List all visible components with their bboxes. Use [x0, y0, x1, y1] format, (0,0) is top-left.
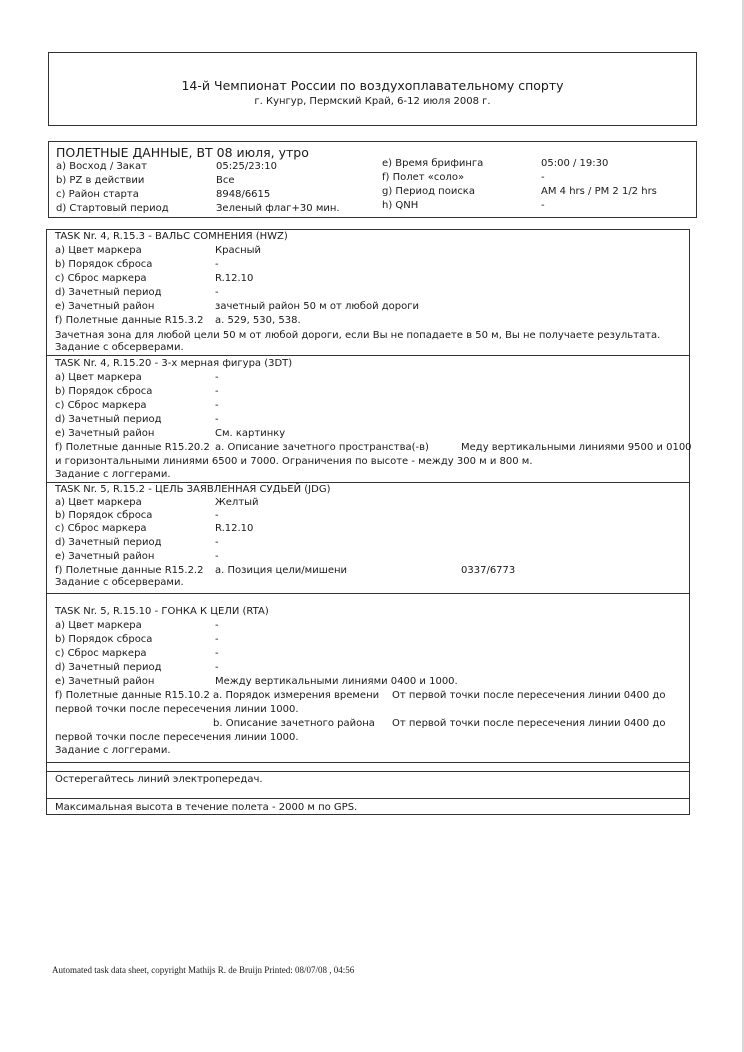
task-footer: Задание с обсерверами.: [55, 577, 184, 588]
flight-right-value: AM 4 hrs / PM 2 1/2 hrs: [541, 186, 657, 197]
task-row-value: -: [215, 414, 219, 425]
flight-right-value: 05:00 / 19:30: [541, 158, 609, 169]
task-row-value: Красный: [215, 245, 262, 256]
task-sub-label: b. Описание зачетного района: [213, 718, 375, 729]
task-row-label: e) Зачетный район: [55, 676, 155, 687]
task-note: и горизонтальными линиями 6500 и 7000. Ограничения по высоте - между 300 м и 800 м.: [55, 456, 533, 467]
flight-right-label: h) QNH: [382, 200, 419, 211]
page-footer: Automated task data sheet, copyright Mathijs R. de Bruijn Printed: 08/07/08 , 04:56: [52, 965, 355, 975]
task-row-label: c) Сброс маркера: [55, 648, 147, 659]
flight-left-label: a) Восход / Закат: [56, 161, 147, 172]
flight-left-value: Зеленый флаг+30 мин.: [216, 203, 340, 214]
divider: [46, 355, 690, 356]
task-row-label: b) Порядок сброса: [55, 510, 153, 521]
task-title: TASK Nr. 5, R.15.2 - ЦЕЛЬ ЗАЯВЛЕННАЯ СУДЬЕЙ (JDG): [55, 484, 331, 495]
task-row-label: d) Зачетный период: [55, 537, 162, 548]
flight-right-label: f) Полет «соло»: [382, 172, 465, 183]
max-height-text: Максимальная высота в течение полета - 2000 м по GPS.: [55, 802, 358, 813]
task-row-label: a) Цвет маркера: [55, 372, 142, 383]
flight-right-value: -: [541, 200, 545, 211]
task-row-label: a) Цвет маркера: [55, 497, 142, 508]
task-row-label: a) Цвет маркера: [55, 245, 142, 256]
task-row-label: c) Сброс маркера: [55, 523, 147, 534]
task-row-label: f) Полетные данные R15.3.2: [55, 315, 204, 326]
task-note: Зачетная зона для любой цели 50 м от любой дороги, если Вы не попадаете в 50 м, Вы не получаете результата.: [55, 330, 661, 341]
task-title: TASK Nr. 5, R.15.10 - ГОНКА К ЦЕЛИ (RTA): [55, 606, 269, 617]
task-row-label: e) Зачетный район: [55, 551, 155, 562]
task-continuation: первой точки после пересечения линии 1000.: [55, 732, 299, 743]
task-continuation: первой точки после пересечения линии 1000.: [55, 704, 299, 715]
task-row-value: См. картинку: [215, 428, 286, 439]
task-row-value: R.12.10: [215, 523, 254, 534]
task-row-label: f) Полетные данные R15.10.2: [55, 690, 210, 701]
task-row-label: d) Зачетный период: [55, 287, 162, 298]
task-footer: Задание с логгерами.: [55, 745, 171, 756]
task-row-value: -: [215, 551, 219, 562]
task-sub-extra: От первой точки после пересечения линии 0400 до: [392, 718, 666, 729]
divider: [46, 762, 690, 763]
task-row-label: e) Зачетный район: [55, 301, 155, 312]
task-row-value: Желтый: [215, 497, 259, 508]
flight-left-label: b) PZ в действии: [56, 175, 145, 186]
task-row-value: -: [215, 648, 219, 659]
task-row-label: a) Цвет маркера: [55, 620, 142, 631]
flight-left-label: c) Район старта: [56, 189, 139, 200]
flight-left-value: Все: [216, 175, 235, 186]
task-row-value: -: [215, 662, 219, 673]
task-row-label: b) Порядок сброса: [55, 259, 153, 270]
task-title: TASK Nr. 4, R.15.3 - ВАЛЬС СОМНЕНИЯ (HWZ): [55, 231, 288, 242]
flight-data-title: ПОЛЕТНЫЕ ДАННЫЕ, ВТ 08 июля, утро: [56, 145, 309, 160]
task-row-label: c) Сброс маркера: [55, 273, 147, 284]
warning-text: Остерегайтесь линий электропередач.: [55, 774, 263, 785]
task-row-value: -: [215, 620, 219, 631]
divider: [46, 771, 690, 772]
flight-right-value: -: [541, 172, 545, 183]
flight-left-label: d) Стартовый период: [56, 203, 169, 214]
flight-right-label: e) Время брифинга: [382, 158, 484, 169]
task-row-value: a. Позиция цели/мишени: [215, 565, 348, 576]
task-row-value: -: [215, 386, 219, 397]
task-row-label: d) Зачетный период: [55, 414, 162, 425]
task-row-value: -: [215, 537, 219, 548]
flight-left-value: 8948/6615: [216, 189, 271, 200]
task-title: TASK Nr. 4, R.15.20 - 3-х мерная фигура (3DT): [55, 358, 293, 369]
task-footer: Задание с логгерами.: [55, 469, 171, 480]
task-row-value: -: [215, 259, 219, 270]
header-title: 14-й Чемпионат России по воздухоплавательному спорту: [181, 78, 564, 93]
task-row-value: a. 529, 530, 538.: [215, 315, 301, 326]
task-row-label: e) Зачетный район: [55, 428, 155, 439]
task-row-value: зачетный район 50 м от любой дороги: [215, 301, 420, 312]
task-row-label: c) Сброс маркера: [55, 400, 147, 411]
task-row-label: b) Порядок сброса: [55, 634, 153, 645]
task-row-extra: 0337/6773: [461, 565, 516, 576]
divider: [46, 798, 690, 799]
task-row-value: -: [215, 510, 219, 521]
flight-left-value: 05:25/23:10: [216, 161, 278, 172]
task-row-value: -: [215, 372, 219, 383]
task-footer: Задание с обсерверами.: [55, 342, 184, 353]
task-row-value: a. Описание зачетного пространства(-в): [215, 442, 429, 453]
header-subtitle: г. Кунгур, Пермский Край, 6-12 июля 2008 г.: [254, 96, 491, 107]
task-row-extra: Меду вертикальными линиями 9500 и 0100: [461, 442, 692, 453]
task-row-value: -: [215, 287, 219, 298]
task-row-value: -: [215, 634, 219, 645]
task-row-value: a. Порядок измерения времени: [213, 690, 380, 701]
flight-right-label: g) Период поиска: [382, 186, 475, 197]
divider: [46, 593, 690, 594]
task-row-label: b) Порядок сброса: [55, 386, 153, 397]
task-row-extra: От первой точки после пересечения линии 0400 до: [392, 690, 666, 701]
divider: [46, 482, 690, 483]
task-row-value: -: [215, 400, 219, 411]
task-row-value: Между вертикальными линиями 0400 и 1000.: [215, 676, 458, 687]
task-row-label: f) Полетные данные R15.2.2: [55, 565, 204, 576]
task-row-label: d) Зачетный период: [55, 662, 162, 673]
task-row-value: R.12.10: [215, 273, 254, 284]
task-row-label: f) Полетные данные R15.20.2: [55, 442, 210, 453]
